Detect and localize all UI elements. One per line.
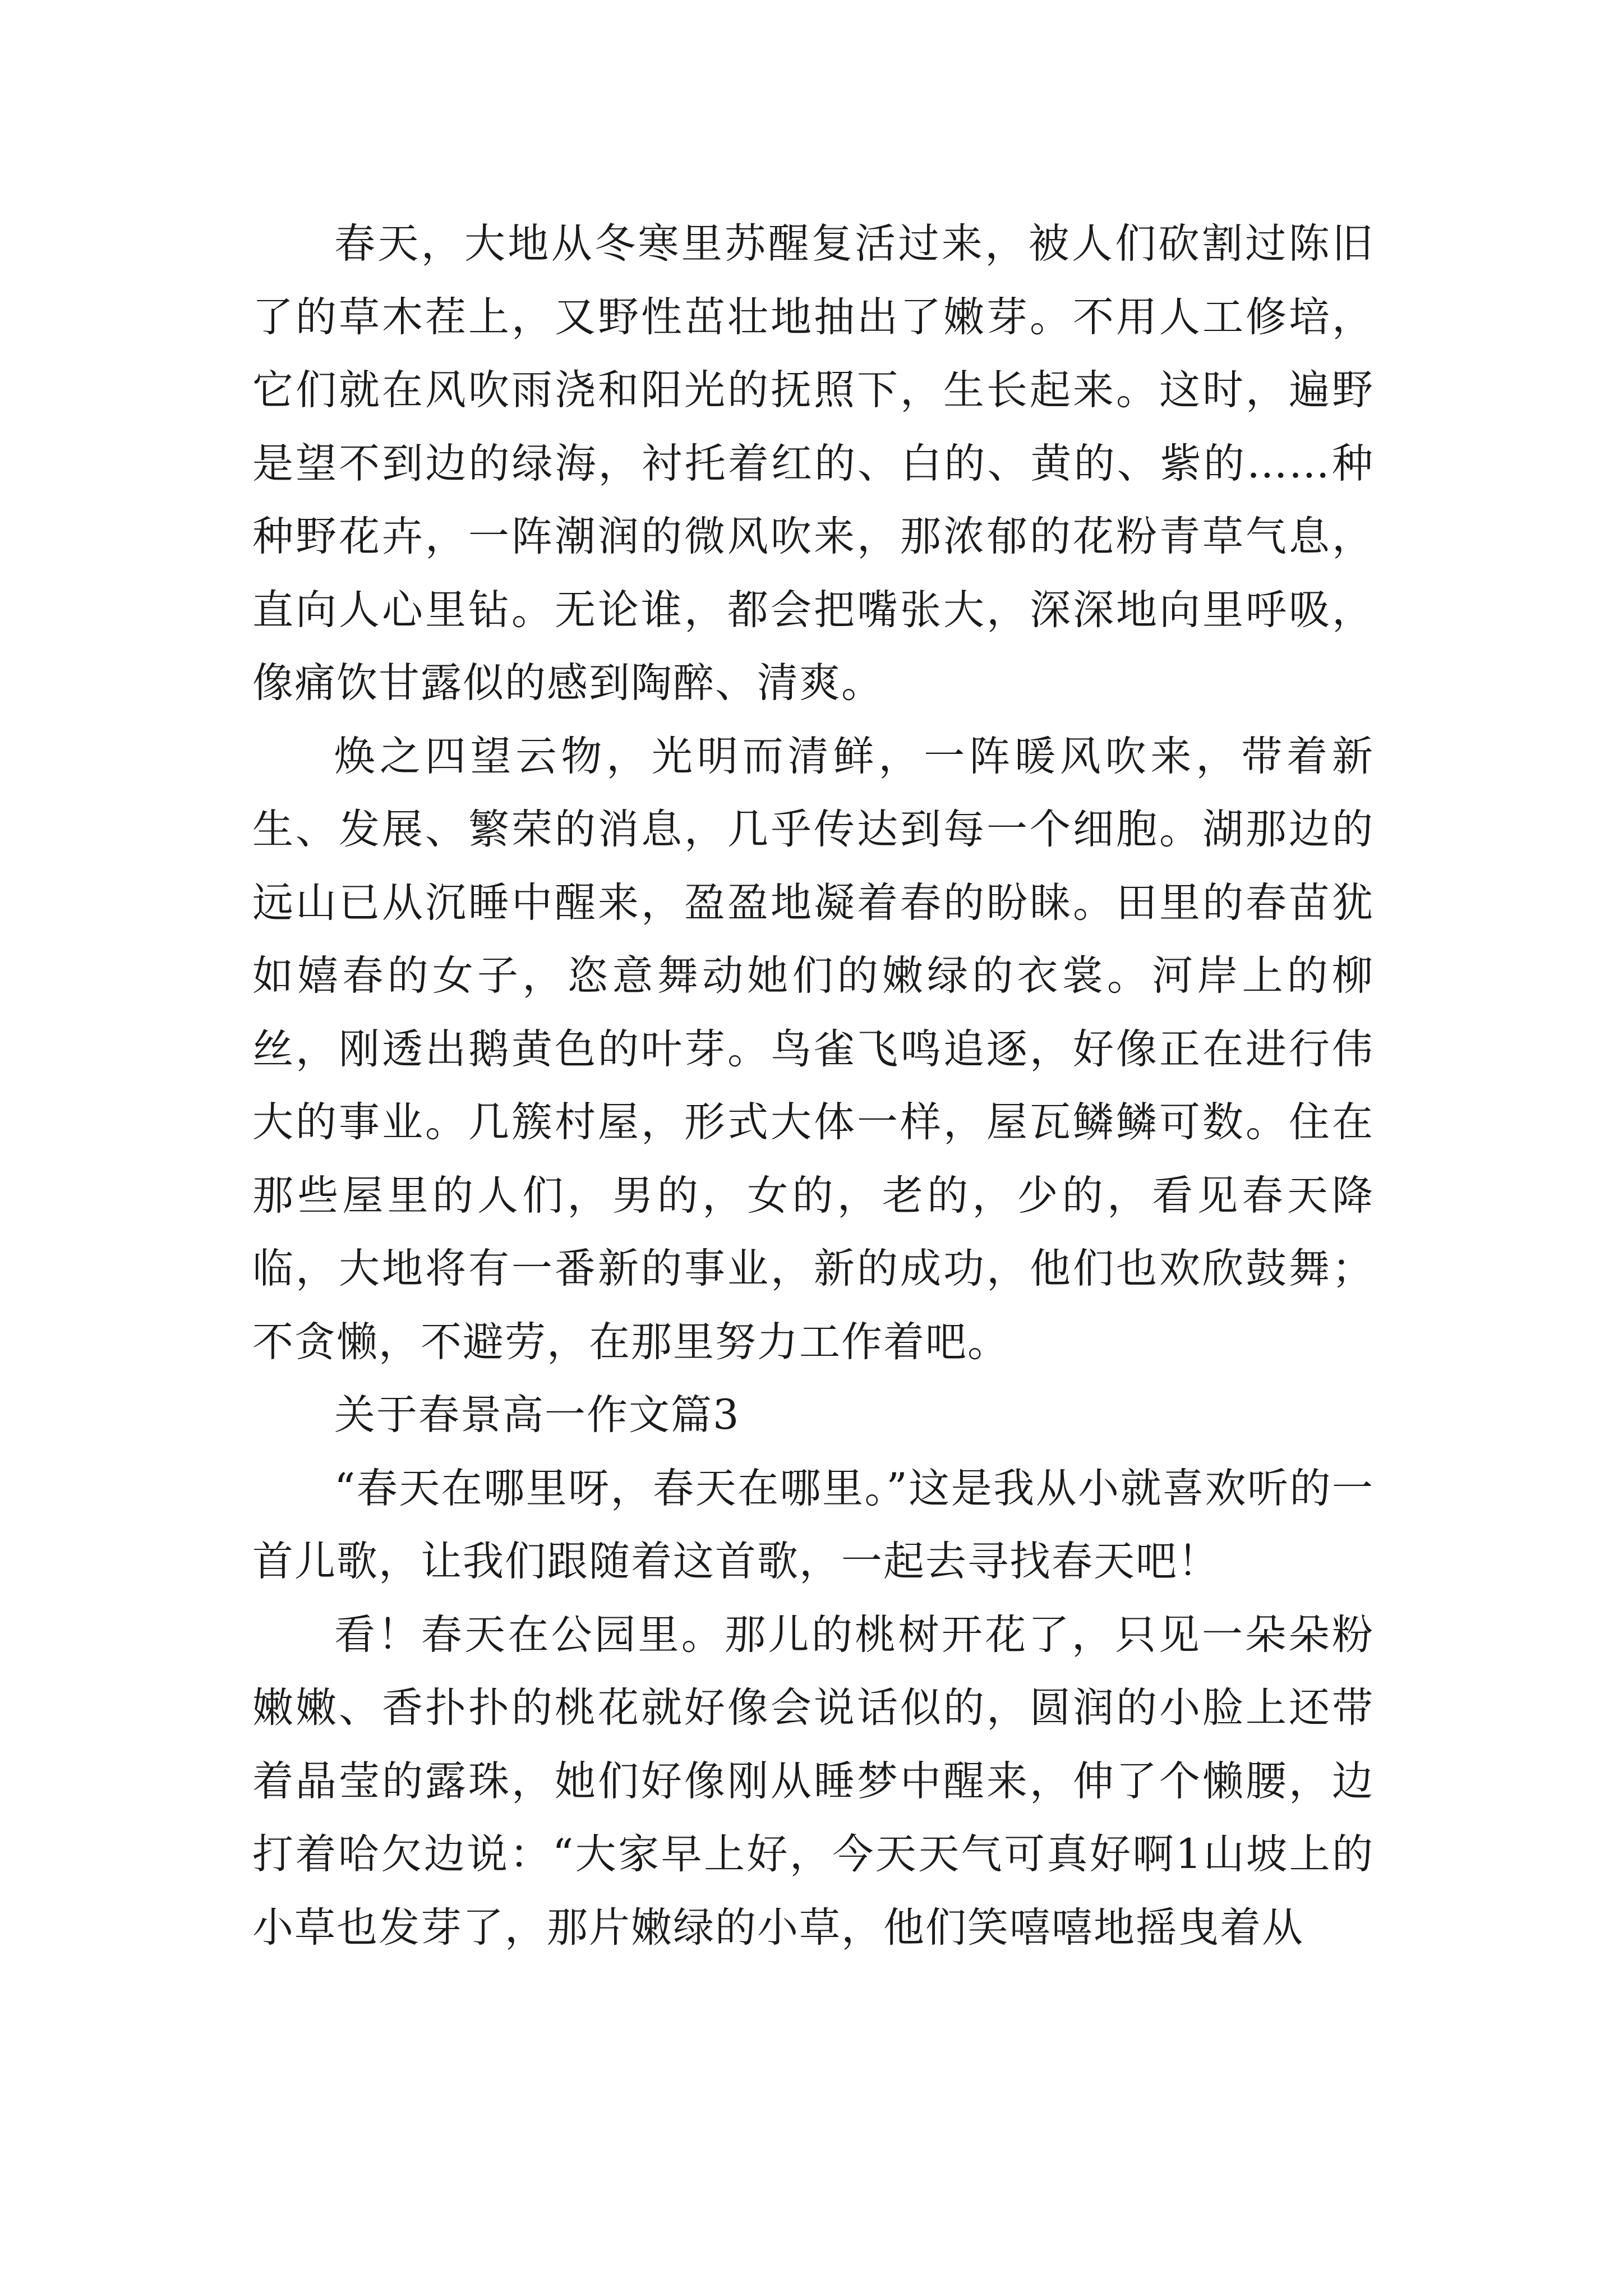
paragraph-4: 看！春天在公园里。那儿的桃树开花了，只见一朵朵粉嫩嫩、香扑扑的桃花就好像会说话似的，圆润的小脸上还带着晶莹的露珠，她们好像刚从睡梦中醒来，伸了个懒腰，边打着哈欠边说：“大家早上好，今天天气可真好啊1山坡上的小草也发芽了，那片嫩绿的小草，他们笑嘻嘻地摇曳着从: [252, 1611, 1374, 1952]
paragraph-3: “春天在哪里呀，春天在哪里。”这是我从小就喜欢听的一首儿歌，让我们跟随着这首歌，一起去寻找春天吧！: [252, 1464, 1374, 1585]
paragraph-1: 春天，大地从冬寒里苏醒复活过来，被人们砍割过陈旧了的草木茬上，又野性茁壮地抽出了嫩芽。不用人工修培，它们就在风吹雨浇和阳光的抚照下，生长起来。这时，遍野是望不到边的绿海，衬托着红的、白的、黄的、紫的……种种野花卉，一阵潮润的微风吹来，那浓郁的花粉青草气息，直向人心里钻。无论谁，都会把嘴张大，深深地向里呼吸，像痛饮甘露似的感到陶醉、清爽。: [252, 220, 1374, 707]
document-page: [252, 208, 1374, 1964]
section-heading: 关于春景高一作文篇3: [334, 1391, 740, 1439]
paragraph-2: 焕之四望云物，光明而清鲜，一阵暖风吹来，带着新生、发展、繁荣的消息，几乎传达到每一个细胞。湖那边的远山已从沉睡中醒来，盈盈地凝着春的盼睐。田里的春苗犹如嬉春的女子，恣意舞动她们的嫩绿的衣裳。河岸上的柳丝，刚透出鹅黄色的叶芽。鸟雀飞鸣追逐，好像正在进行伟大的事业。几簇村屋，形式大体一样，屋瓦鳞鳞可数。住在那些屋里的人们，男的，女的，老的，少的，看见春天降临，大地将有一番新的事业，新的成功，他们也欢欣鼓舞；不贪懒，不避劳，在那里努力工作着吧。: [252, 732, 1374, 1366]
